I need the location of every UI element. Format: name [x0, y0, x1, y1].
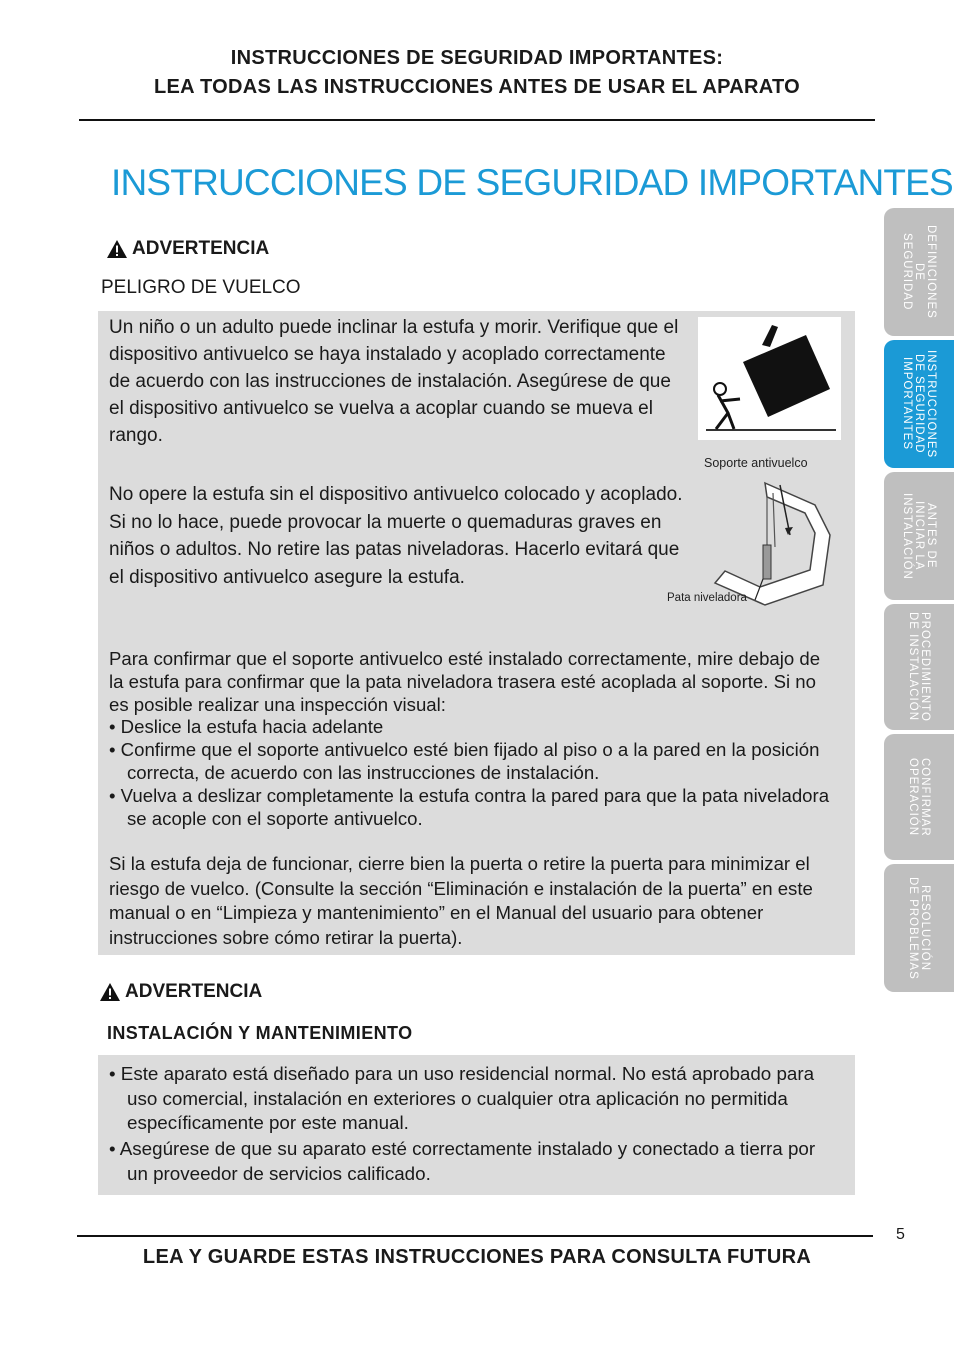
tab-antes-de-iniciar[interactable]: ANTES DE INICIAR LA INSTALACIÓN	[884, 472, 954, 600]
list-item: • Deslice la estufa hacia adelante	[109, 716, 384, 737]
warning-paragraph-1: Un niño o un adulto puede inclinar la estufa y morir. Verifique que el dispositivo antivuelco se haya instalado y acoplado correctamente de acuerdo con las instrucciones de instalación. Asegúrese de que el dispositivo antivuelco se vuelva a acoplar cuando se mueva el rango.	[109, 317, 679, 446]
warning-label-2	[99, 981, 262, 1003]
tip-over-illustration	[698, 317, 841, 440]
warning-paragraph-4: Si la estufa deja de funcionar, cierre bien la puerta o retire la puerta para minimizar el riesgo de vuelco. (Consulte la sección “Eliminación e instalación de la puerta” en este manual o en “Limpieza y mantenimiento” en el Manual del usuario para obtener instrucciones sobre cómo retirar la puerta).	[109, 853, 813, 949]
list-item: • Asegúrese de que su aparato esté correctamente instalado y conectado a tierra por un proveedor de servicios calificado.	[109, 1138, 816, 1184]
tab-confirmar-operacion[interactable]: CONFIRMAR OPERACIÓN	[884, 734, 954, 860]
warning-triangle-icon	[99, 982, 121, 1002]
tab-instrucciones-de-seguridad[interactable]: INSTRUCCIONES DE SEGURIDAD IMPORTANTES	[884, 340, 954, 468]
list-item: • Vuelva a deslizar completamente la estufa contra la pared para que la pata niveladora se acople con el soporte antivuelco.	[109, 785, 830, 829]
anti-tip-bracket-illustration	[705, 475, 845, 610]
warning-triangle-icon	[106, 239, 128, 259]
list-item: • Este aparato está diseñado para un uso residencial normal. No está aprobado para uso comercial, instalación en exteriores o cualquier otra aplicación no permitida específicamente por este manual.	[109, 1063, 815, 1134]
footer-text: LEA Y GUARDE ESTAS INSTRUCCIONES PARA CONSULTA FUTURA	[142, 1246, 812, 1268]
warning-bullet-list-1	[109, 715, 849, 830]
tab-definiciones-de-seguridad[interactable]: DEFINICIONES DE SEGURIDAD	[884, 208, 954, 336]
warning-subtitle-2: INSTALACIÓN Y MANTENIMIENTO	[107, 1023, 413, 1043]
page-number: 5	[896, 1226, 905, 1243]
warning-subtitle-1: PELIGRO DE VUELCO	[101, 277, 301, 298]
warning-text-2: ADVERTENCIA	[125, 981, 263, 1002]
header-line-1: INSTRUCCIONES DE SEGURIDAD IMPORTANTES:	[230, 47, 724, 69]
bracket-icon	[705, 475, 845, 610]
bracket-caption: Soporte antivuelco	[704, 456, 808, 470]
page-title: INSTRUCCIONES DE SEGURIDAD IMPORTANTES	[111, 162, 953, 203]
tip-over-figure-icon	[698, 317, 841, 440]
warning-bullet-list-2	[109, 1062, 829, 1187]
header-line-2: LEA TODAS LAS INSTRUCCIONES ANTES DE USAR EL APARATO	[153, 76, 801, 98]
footer-divider	[77, 1235, 873, 1237]
warning-paragraph-2: No opere la estufa sin el dispositivo antivuelco colocado y acoplado. Si no lo hace, puede provocar la muerte o quemaduras graves en niños o adultos. No retire las patas niveladoras. Hacerlo evitará que el dispositivo antivuelco asegure la estufa.	[109, 484, 683, 588]
list-item: • Confirme que el soporte antivuelco esté bien fijado al piso o a la pared en la posición correcta, de acuerdo con las instrucciones de instalación.	[109, 739, 820, 783]
tab-procedimiento-instalacion[interactable]: PROCEDIMIENTO DE INSTALACIÓN	[884, 604, 954, 730]
warning-paragraph-3: Para confirmar que el soporte antivuelco esté instalado correctamente, mire debajo de la estufa para confirmar que la pata niveladora trasera esté acoplada al soporte. Si no es posible realizar una inspección visual:	[109, 648, 821, 715]
tab-resolucion-de-problemas[interactable]: RESOLUCIÓN DE PROBLEMAS	[884, 864, 954, 992]
warning-label-1	[106, 238, 269, 260]
header-divider	[79, 119, 875, 121]
warning-text-1: ADVERTENCIA	[132, 238, 270, 259]
leveling-leg-caption: Pata niveladora	[667, 592, 747, 604]
